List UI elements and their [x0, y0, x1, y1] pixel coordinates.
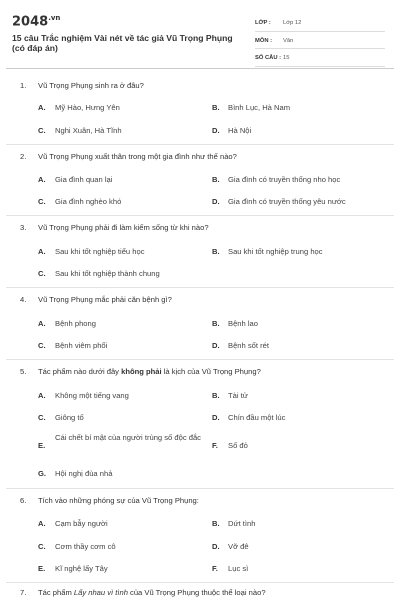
option-a[interactable]: Sau khi tốt nghiệp tiểu học: [55, 247, 145, 256]
option-d[interactable]: Hà Nội: [228, 126, 252, 135]
option-g[interactable]: Hội nghị đùa nhả: [55, 469, 113, 478]
question-divider: [6, 359, 394, 360]
option-e[interactable]: Cái chết bí mật của người trùng số độc đắc: [55, 433, 201, 442]
option-b[interactable]: Bình Lục, Hà Nam: [228, 103, 291, 112]
question-number: 3.: [20, 223, 27, 232]
option-f-letter[interactable]: F.: [212, 441, 218, 450]
question-number: 5.: [20, 367, 27, 376]
question-divider: [6, 215, 394, 216]
meta-row-class: [255, 16, 385, 32]
option-g-letter[interactable]: G.: [38, 469, 47, 478]
option-c-letter[interactable]: C.: [38, 341, 46, 350]
option-b[interactable]: Sau khi tốt nghiệp trung học: [228, 247, 323, 256]
option-b-letter[interactable]: B.: [212, 103, 220, 112]
question-text: Vũ Trọng Phụng phải đi làm kiếm sống từ khi nào?: [38, 223, 209, 232]
option-b-letter[interactable]: B.: [212, 319, 220, 328]
option-b-letter[interactable]: B.: [212, 247, 220, 256]
option-d[interactable]: Chín đầu một lúc: [228, 413, 286, 422]
question-number: 2.: [20, 152, 27, 161]
question-divider: [6, 488, 394, 489]
question-text: Vũ Trọng Phụng mắc phải căn bệnh gì?: [38, 295, 172, 304]
page-title: 15 câu Trắc nghiệm Vài nét về tác giả Vũ Trọng Phụng (có đáp án): [12, 33, 233, 53]
question-text: [38, 588, 266, 597]
meta-label: SỐ CÂU :: [255, 55, 282, 62]
option-c[interactable]: Bệnh viêm phổi: [55, 341, 108, 350]
question-text: Vũ Trọng Phụng xuất thân trong một gia đình như thế nào?: [38, 152, 237, 161]
logo-text: 2048: [12, 14, 49, 30]
option-f[interactable]: Số đỏ: [228, 441, 248, 450]
option-b[interactable]: Dứt tình: [228, 519, 256, 528]
meta-row-subject: [255, 34, 385, 50]
question-text-italic: Lấy nhau vì tình: [73, 588, 128, 597]
option-d-letter[interactable]: D.: [212, 413, 220, 422]
meta-value: Lớp 12: [283, 20, 302, 27]
question-number: 4.: [20, 295, 27, 304]
option-c[interactable]: Gia đình nghèo khó: [55, 197, 122, 206]
option-e[interactable]: Kĩ nghệ lấy Tây: [55, 564, 108, 573]
option-c-letter[interactable]: C.: [38, 126, 46, 135]
question-text: Vũ Trọng Phụng sinh ra ở đâu?: [38, 81, 144, 90]
option-c-letter[interactable]: C.: [38, 197, 46, 206]
meta-label: LỚP :: [255, 20, 271, 27]
option-a-letter[interactable]: A.: [38, 103, 46, 112]
option-a[interactable]: Bệnh phong: [55, 319, 96, 328]
option-b-letter[interactable]: B.: [212, 175, 220, 184]
option-b-letter[interactable]: B.: [212, 391, 220, 400]
option-a[interactable]: Không một tiếng vang: [55, 391, 129, 400]
option-a-letter[interactable]: A.: [38, 247, 46, 256]
question-text-part: Tác phẩm nào dưới đây: [38, 367, 122, 376]
option-e-letter[interactable]: E.: [38, 564, 46, 573]
site-logo[interactable]: [12, 14, 60, 29]
option-d[interactable]: Bệnh sốt rét: [228, 341, 269, 350]
option-d-letter[interactable]: D.: [212, 341, 220, 350]
option-c[interactable]: Nghi Xuân, Hà Tĩnh: [55, 126, 122, 135]
question-number: 7.: [20, 588, 27, 597]
option-a-letter[interactable]: A.: [38, 391, 46, 400]
option-c[interactable]: Cơm thầy cơm cô: [55, 542, 116, 551]
option-d-letter[interactable]: D.: [212, 542, 220, 551]
option-c-letter[interactable]: C.: [38, 269, 46, 278]
option-b-letter[interactable]: B.: [212, 519, 220, 528]
question-text-part: của Vũ Trọng Phụng thuộc thể loại nào?: [127, 588, 266, 597]
meta-label: MÔN :: [255, 37, 273, 44]
option-b[interactable]: Tài tử: [228, 391, 248, 400]
option-a-letter[interactable]: A.: [38, 175, 46, 184]
question-text-emphasis: không phải: [121, 367, 162, 376]
option-a-letter[interactable]: A.: [38, 519, 46, 528]
question-text-part: là kịch của Vũ Trọng Phụng?: [161, 367, 261, 376]
option-a[interactable]: Mỹ Hào, Hưng Yên: [55, 103, 120, 112]
option-a[interactable]: Cạm bẫy người: [55, 519, 108, 528]
question-divider: [6, 287, 394, 288]
option-a[interactable]: Gia đình quan lại: [55, 175, 113, 184]
option-e-letter[interactable]: E.: [38, 441, 46, 450]
question-number: 1.: [20, 81, 27, 90]
option-c[interactable]: Sau khi tốt nghiệp thành chung: [55, 269, 160, 278]
question-text-part: Tác phẩm: [38, 588, 74, 597]
option-c[interactable]: Giông tố: [55, 413, 84, 422]
meta-table: [255, 16, 385, 69]
option-c-letter[interactable]: C.: [38, 413, 46, 422]
logo-domain: .vn: [48, 14, 61, 22]
header-divider: [6, 68, 394, 69]
option-f[interactable]: Lục sì: [228, 564, 249, 573]
option-d[interactable]: Gia đình có truyền thống yêu nước: [228, 197, 346, 206]
option-c-letter[interactable]: C.: [38, 542, 46, 551]
meta-value: Văn: [283, 37, 294, 44]
meta-row-count: [255, 51, 385, 67]
question-number: 6.: [20, 496, 27, 505]
option-d[interactable]: Vỡ đê: [228, 542, 249, 551]
option-d-letter[interactable]: D.: [212, 126, 220, 135]
option-b[interactable]: Bệnh lao: [228, 319, 258, 328]
question-text: Tích vào những phóng sự của Vũ Trọng Phụng:: [38, 496, 199, 505]
question-divider: [6, 144, 394, 145]
question-divider: [6, 582, 394, 583]
meta-value: 15: [283, 55, 290, 62]
question-text: [38, 367, 261, 376]
option-d-letter[interactable]: D.: [212, 197, 220, 206]
option-f-letter[interactable]: F.: [212, 564, 218, 573]
option-b[interactable]: Gia đình có truyền thống nho học: [228, 175, 341, 184]
option-a-letter[interactable]: A.: [38, 319, 46, 328]
